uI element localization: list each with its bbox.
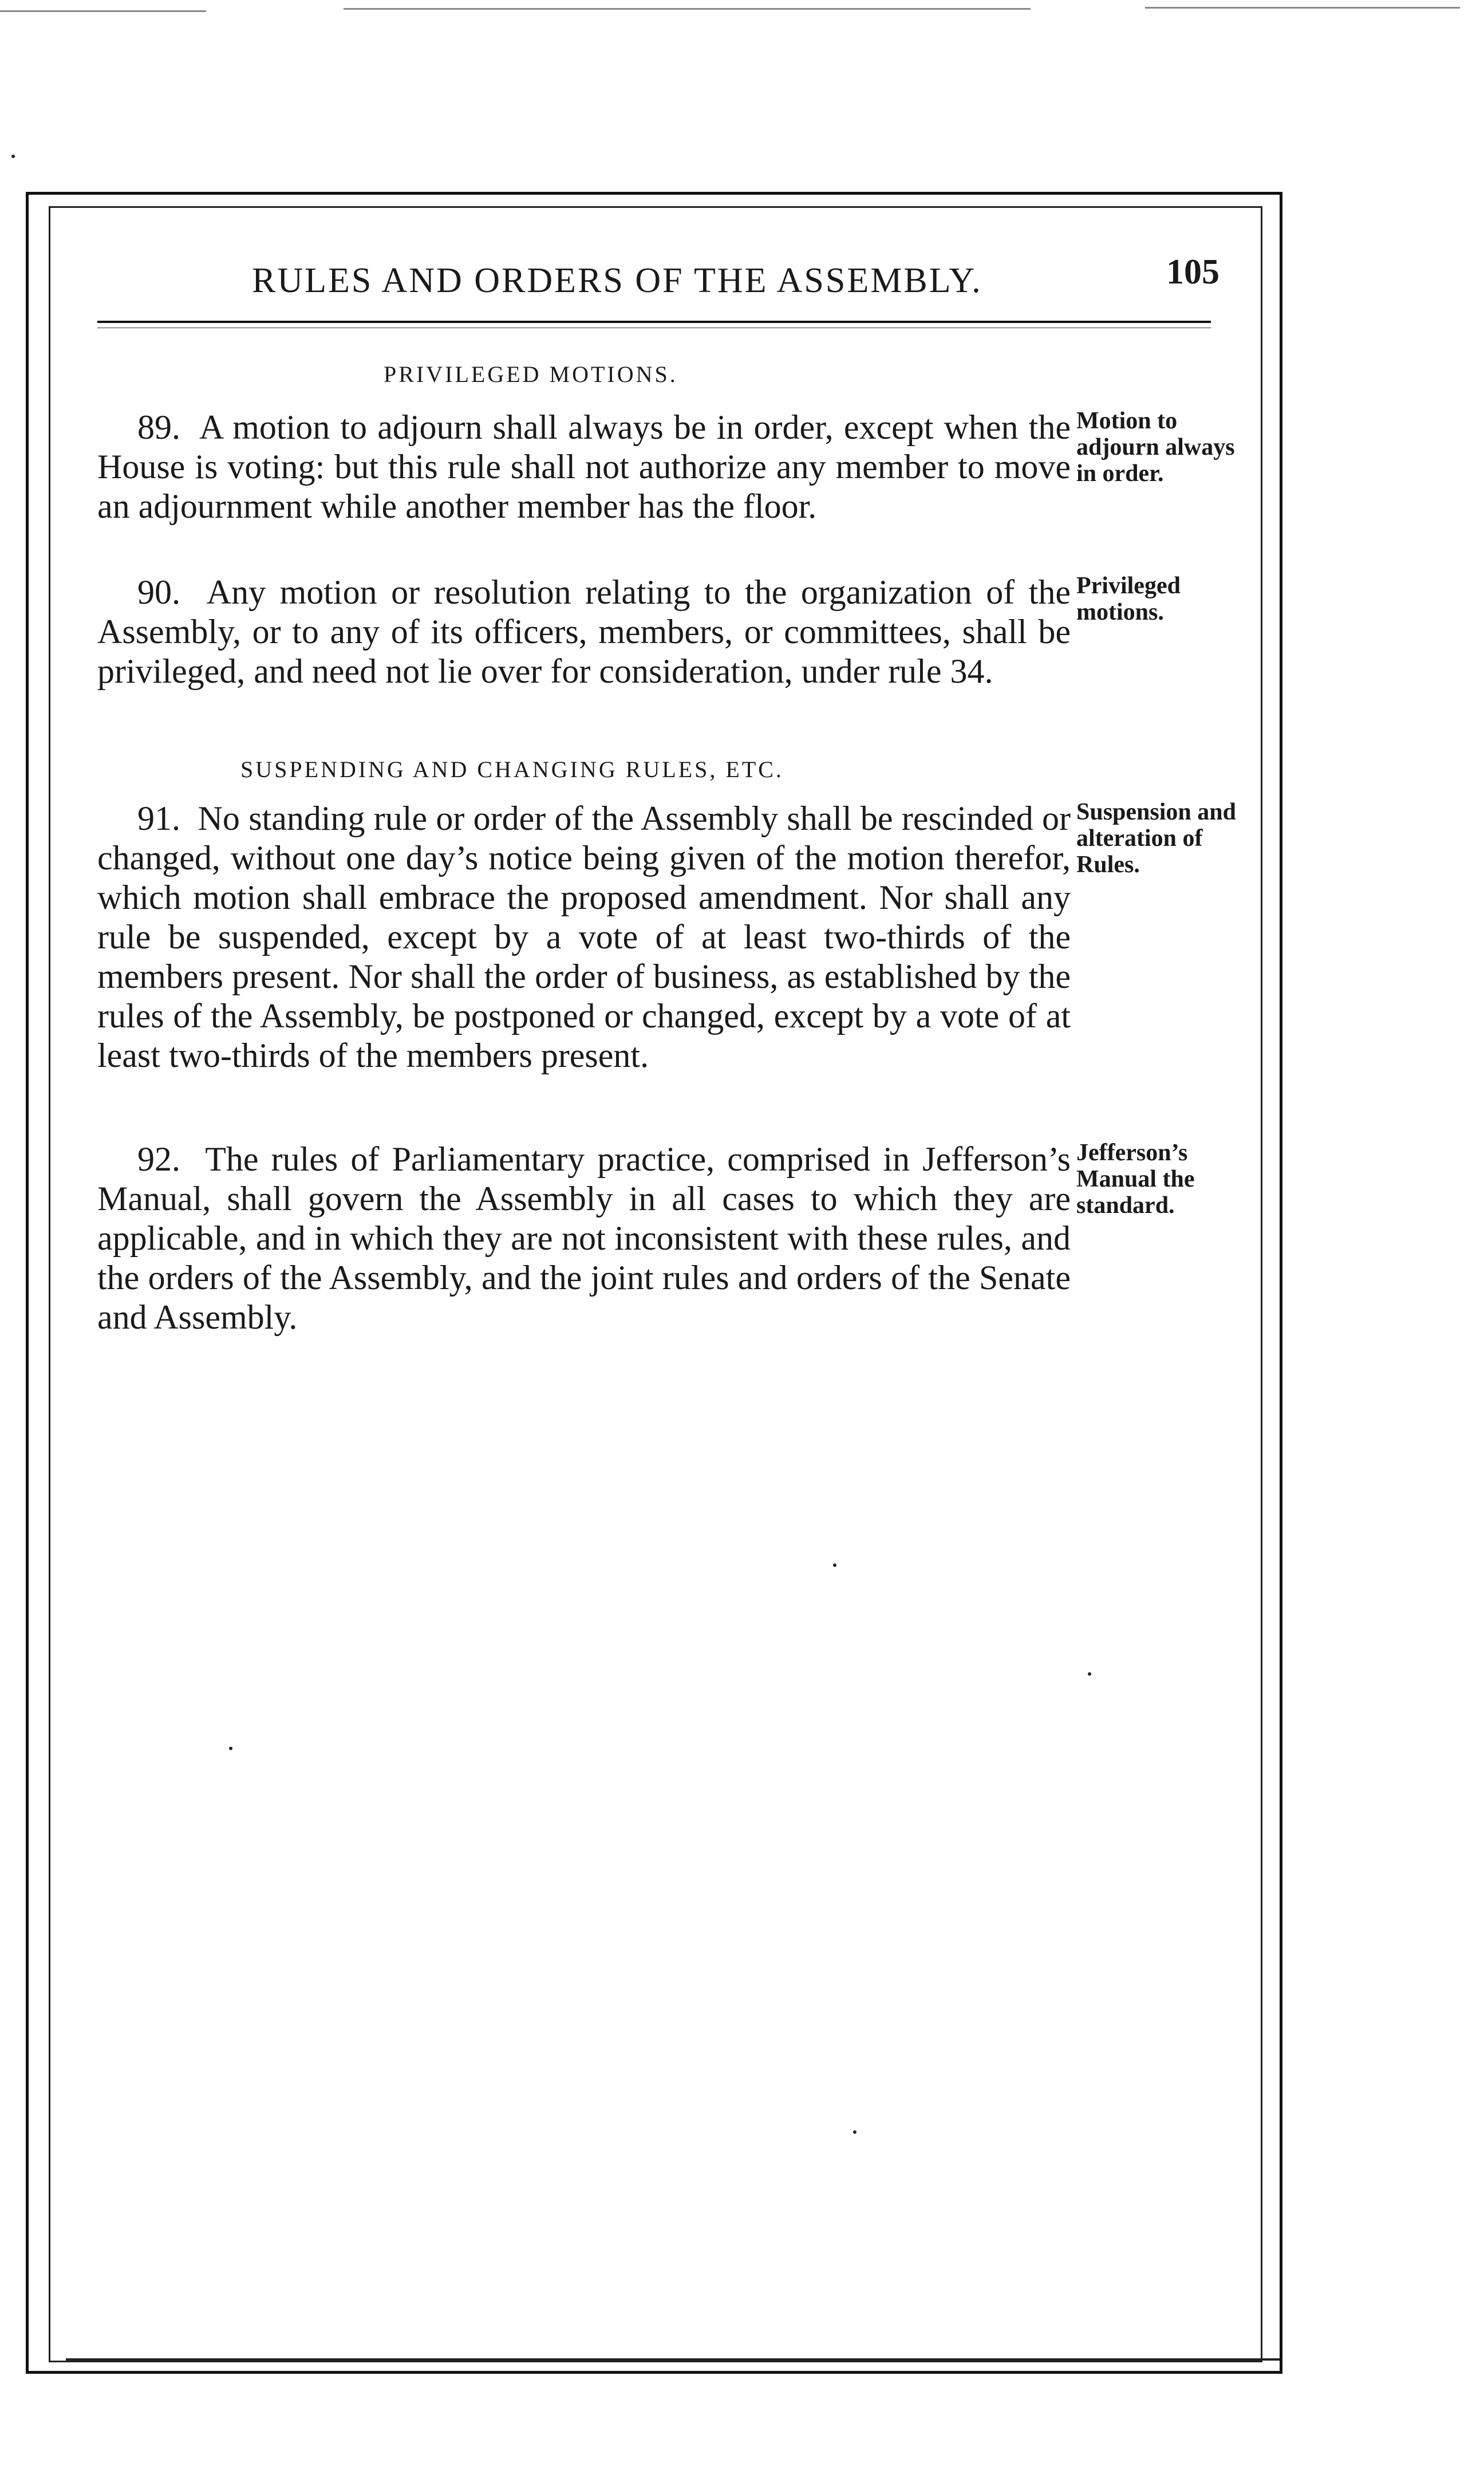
- header-rule: [97, 321, 1211, 323]
- running-header-title: RULES AND ORDERS OF THE ASSEMBLY.: [252, 261, 982, 300]
- rule-89: [97, 408, 1071, 568]
- scan-speck: [229, 1747, 232, 1750]
- scan-speck: [833, 1563, 836, 1567]
- scan-speck: [11, 155, 15, 158]
- section-heading-suspending-rules: SUSPENDING AND CHANGING RULES, ETC.: [240, 757, 784, 782]
- section-heading-privileged-motions: PRIVILEGED MOTIONS.: [384, 361, 678, 387]
- scan-edge-line: [1145, 7, 1460, 9]
- rule-text: A motion to adjourn shall always be in order, except when the House is voting: but this rule shall not authorize any member to move an adjournment while another member has the floor.: [97, 408, 1071, 525]
- scan-speck: [1088, 1672, 1091, 1676]
- page-number: 105: [1166, 253, 1219, 291]
- rule-90: [97, 573, 1071, 733]
- scan-speck: [853, 2130, 857, 2134]
- rule-91: [97, 799, 1071, 1137]
- scan-edge-line: [0, 10, 206, 12]
- rule-92: [97, 1140, 1071, 1380]
- margin-note-rule-91: Suspension and alteration of Rules.: [1076, 799, 1237, 878]
- margin-note-rule-90: Privileged motions.: [1076, 573, 1181, 625]
- rule-text: The rules of Parliamentary practice, comprised in Jefferson’s Manual, shall govern the Assembly in all cases to which they are applicable, and in which they are not inconsistent with these rules, and the orders of the Assembly, and the joint rules and orders of the Senate and Assembly.: [97, 1140, 1071, 1336]
- rule-number: 89.: [137, 408, 180, 446]
- rule-text: No standing rule or order of the Assembly shall be rescinded or changed, without one day’s notice being given of the motion therefor, which motion shall embrace the proposed amendment. Nor shall any rule be suspended, except by a vote of at least two-thirds of the members present. Nor shall the order of business, as established by the rules of the Assembly, be postponed or changed, except by a vote of at least two-thirds of the members present.: [97, 799, 1071, 1074]
- rule-number: 92.: [137, 1140, 180, 1178]
- rule-number: 91.: [137, 799, 180, 837]
- margin-note-rule-92: Jefferson’s Manual the standard.: [1076, 1140, 1195, 1219]
- page-border-bottom: [66, 2358, 1280, 2361]
- rule-number: 90.: [137, 573, 180, 611]
- margin-note-rule-89: Motion to adjourn always in order.: [1076, 408, 1235, 487]
- scan-edge-line: [344, 8, 1031, 10]
- rule-text: Any motion or resolution relating to the organization of the Assembly, or to any of its officers, members, or committees, shall be privileged, and need not lie over for consideration, under rule 34.: [97, 573, 1071, 690]
